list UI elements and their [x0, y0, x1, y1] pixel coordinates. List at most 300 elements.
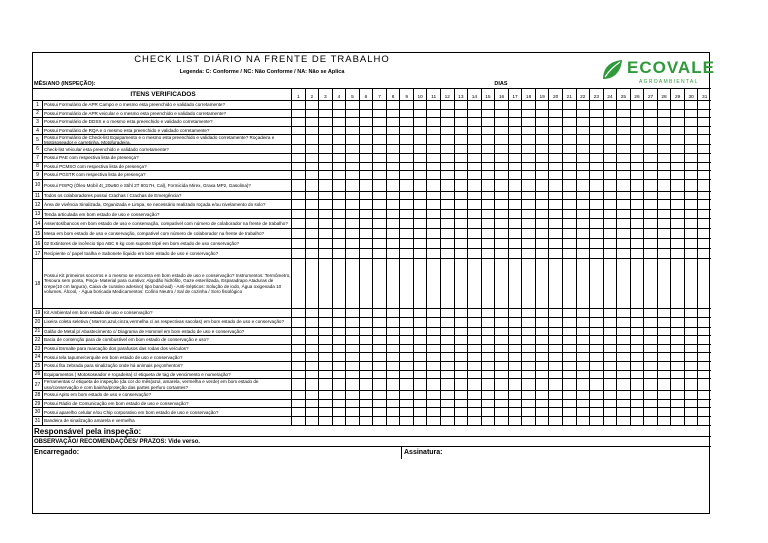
day-check-cell[interactable]: [305, 145, 319, 153]
day-check-cell[interactable]: [467, 145, 481, 153]
day-check-cell[interactable]: [467, 345, 481, 353]
day-check-cell[interactable]: [589, 309, 603, 317]
day-check-cell[interactable]: [697, 239, 711, 248]
day-check-cell[interactable]: [426, 110, 440, 118]
day-check-cell[interactable]: [684, 101, 698, 109]
day-check-cell[interactable]: [291, 400, 305, 408]
day-check-cell[interactable]: [345, 391, 359, 399]
day-check-cell[interactable]: [318, 408, 332, 416]
day-check-cell[interactable]: [630, 118, 644, 126]
day-check-cell[interactable]: [670, 171, 684, 179]
day-check-cell[interactable]: [684, 200, 698, 209]
day-check-cell[interactable]: [332, 417, 346, 425]
day-check-cell[interactable]: [684, 318, 698, 327]
day-check-cell[interactable]: [630, 408, 644, 416]
day-check-cell[interactable]: [332, 391, 346, 399]
day-check-cell[interactable]: [521, 127, 535, 135]
day-check-cell[interactable]: [576, 229, 590, 238]
day-check-cell[interactable]: [413, 400, 427, 408]
day-check-cell[interactable]: [521, 180, 535, 191]
day-check-cell[interactable]: [305, 118, 319, 126]
day-check-cell[interactable]: [305, 318, 319, 327]
day-check-cell[interactable]: [670, 163, 684, 171]
day-check-cell[interactable]: [399, 408, 413, 416]
day-check-cell[interactable]: [535, 145, 549, 153]
day-check-cell[interactable]: [616, 318, 630, 327]
day-check-cell[interactable]: [643, 400, 657, 408]
day-check-cell[interactable]: [535, 391, 549, 399]
day-check-cell[interactable]: [576, 118, 590, 126]
day-check-cell[interactable]: [386, 219, 400, 228]
day-check-cell[interactable]: [359, 345, 373, 353]
day-check-cell[interactable]: [630, 229, 644, 238]
day-check-cell[interactable]: [399, 101, 413, 109]
day-check-cell[interactable]: [576, 163, 590, 171]
day-check-cell[interactable]: [318, 180, 332, 191]
day-check-cell[interactable]: [589, 101, 603, 109]
day-check-cell[interactable]: [481, 145, 495, 153]
day-check-cell[interactable]: [291, 259, 305, 308]
day-check-cell[interactable]: [670, 127, 684, 135]
day-check-cell[interactable]: [576, 145, 590, 153]
day-check-cell[interactable]: [562, 408, 576, 416]
day-check-cell[interactable]: [616, 118, 630, 126]
day-check-cell[interactable]: [372, 101, 386, 109]
day-check-cell[interactable]: [386, 239, 400, 248]
day-check-cell[interactable]: [684, 219, 698, 228]
day-check-cell[interactable]: [521, 336, 535, 344]
day-check-cell[interactable]: [548, 135, 562, 144]
day-check-cell[interactable]: [454, 180, 468, 191]
day-check-cell[interactable]: [697, 336, 711, 344]
day-check-cell[interactable]: [670, 259, 684, 308]
day-check-cell[interactable]: [413, 110, 427, 118]
day-check-cell[interactable]: [426, 318, 440, 327]
day-check-cell[interactable]: [494, 180, 508, 191]
day-check-cell[interactable]: [305, 171, 319, 179]
day-check-cell[interactable]: [684, 391, 698, 399]
day-check-cell[interactable]: [399, 353, 413, 361]
day-check-cell[interactable]: [562, 118, 576, 126]
day-check-cell[interactable]: [562, 318, 576, 327]
day-check-cell[interactable]: [684, 110, 698, 118]
day-check-cell[interactable]: [616, 362, 630, 370]
day-check-cell[interactable]: [332, 400, 346, 408]
day-check-cell[interactable]: [332, 336, 346, 344]
day-check-cell[interactable]: [372, 118, 386, 126]
day-check-cell[interactable]: [603, 408, 617, 416]
day-check-cell[interactable]: [386, 200, 400, 209]
day-check-cell[interactable]: [494, 239, 508, 248]
day-check-cell[interactable]: [589, 353, 603, 361]
day-check-cell[interactable]: [481, 101, 495, 109]
day-check-cell[interactable]: [684, 379, 698, 390]
day-check-cell[interactable]: [426, 180, 440, 191]
day-check-cell[interactable]: [332, 229, 346, 238]
day-check-cell[interactable]: [440, 229, 454, 238]
day-check-cell[interactable]: [454, 118, 468, 126]
day-check-cell[interactable]: [670, 180, 684, 191]
day-check-cell[interactable]: [670, 371, 684, 379]
day-check-cell[interactable]: [643, 101, 657, 109]
day-check-cell[interactable]: [508, 328, 522, 336]
day-check-cell[interactable]: [508, 249, 522, 258]
day-check-cell[interactable]: [548, 239, 562, 248]
day-check-cell[interactable]: [562, 135, 576, 144]
day-check-cell[interactable]: [657, 309, 671, 317]
day-check-cell[interactable]: [467, 328, 481, 336]
day-check-cell[interactable]: [589, 318, 603, 327]
day-check-cell[interactable]: [481, 171, 495, 179]
day-check-cell[interactable]: [670, 210, 684, 218]
day-check-cell[interactable]: [697, 362, 711, 370]
day-check-cell[interactable]: [291, 127, 305, 135]
day-check-cell[interactable]: [332, 110, 346, 118]
day-check-cell[interactable]: [521, 417, 535, 425]
day-check-cell[interactable]: [426, 171, 440, 179]
day-check-cell[interactable]: [305, 210, 319, 218]
day-check-cell[interactable]: [318, 101, 332, 109]
day-check-cell[interactable]: [440, 127, 454, 135]
day-check-cell[interactable]: [426, 353, 440, 361]
day-check-cell[interactable]: [670, 135, 684, 144]
day-check-cell[interactable]: [426, 417, 440, 425]
day-check-cell[interactable]: [548, 249, 562, 258]
day-check-cell[interactable]: [589, 400, 603, 408]
day-check-cell[interactable]: [535, 362, 549, 370]
day-check-cell[interactable]: [399, 135, 413, 144]
day-check-cell[interactable]: [454, 309, 468, 317]
day-check-cell[interactable]: [684, 309, 698, 317]
day-check-cell[interactable]: [386, 110, 400, 118]
day-check-cell[interactable]: [359, 127, 373, 135]
day-check-cell[interactable]: [359, 219, 373, 228]
day-check-cell[interactable]: [521, 345, 535, 353]
day-check-cell[interactable]: [494, 118, 508, 126]
day-check-cell[interactable]: [657, 210, 671, 218]
day-check-cell[interactable]: [657, 345, 671, 353]
day-check-cell[interactable]: [454, 171, 468, 179]
day-check-cell[interactable]: [508, 110, 522, 118]
day-check-cell[interactable]: [603, 309, 617, 317]
day-check-cell[interactable]: [318, 127, 332, 135]
day-check-cell[interactable]: [359, 163, 373, 171]
day-check-cell[interactable]: [670, 192, 684, 200]
day-check-cell[interactable]: [399, 200, 413, 209]
day-check-cell[interactable]: [440, 391, 454, 399]
day-check-cell[interactable]: [589, 118, 603, 126]
day-check-cell[interactable]: [603, 336, 617, 344]
day-check-cell[interactable]: [657, 154, 671, 162]
day-check-cell[interactable]: [670, 408, 684, 416]
day-check-cell[interactable]: [440, 171, 454, 179]
day-check-cell[interactable]: [684, 135, 698, 144]
day-check-cell[interactable]: [657, 259, 671, 308]
day-check-cell[interactable]: [467, 180, 481, 191]
day-check-cell[interactable]: [589, 127, 603, 135]
day-check-cell[interactable]: [440, 180, 454, 191]
day-check-cell[interactable]: [548, 345, 562, 353]
day-check-cell[interactable]: [643, 318, 657, 327]
day-check-cell[interactable]: [359, 180, 373, 191]
day-check-cell[interactable]: [535, 417, 549, 425]
day-check-cell[interactable]: [345, 154, 359, 162]
day-check-cell[interactable]: [684, 345, 698, 353]
day-check-cell[interactable]: [359, 371, 373, 379]
day-check-cell[interactable]: [305, 362, 319, 370]
day-check-cell[interactable]: [413, 210, 427, 218]
day-check-cell[interactable]: [535, 154, 549, 162]
day-check-cell[interactable]: [576, 309, 590, 317]
day-check-cell[interactable]: [318, 362, 332, 370]
day-check-cell[interactable]: [494, 192, 508, 200]
day-check-cell[interactable]: [291, 336, 305, 344]
day-check-cell[interactable]: [467, 154, 481, 162]
day-check-cell[interactable]: [616, 353, 630, 361]
day-check-cell[interactable]: [684, 362, 698, 370]
day-check-cell[interactable]: [467, 135, 481, 144]
day-check-cell[interactable]: [684, 210, 698, 218]
day-check-cell[interactable]: [386, 118, 400, 126]
day-check-cell[interactable]: [372, 127, 386, 135]
day-check-cell[interactable]: [318, 371, 332, 379]
day-check-cell[interactable]: [684, 417, 698, 425]
day-check-cell[interactable]: [359, 171, 373, 179]
day-check-cell[interactable]: [603, 391, 617, 399]
day-check-cell[interactable]: [454, 336, 468, 344]
day-check-cell[interactable]: [372, 328, 386, 336]
day-check-cell[interactable]: [548, 171, 562, 179]
day-check-cell[interactable]: [521, 171, 535, 179]
day-check-cell[interactable]: [630, 318, 644, 327]
day-check-cell[interactable]: [508, 154, 522, 162]
day-check-cell[interactable]: [548, 229, 562, 238]
day-check-cell[interactable]: [643, 328, 657, 336]
day-check-cell[interactable]: [521, 391, 535, 399]
day-check-cell[interactable]: [481, 345, 495, 353]
day-check-cell[interactable]: [386, 249, 400, 258]
day-check-cell[interactable]: [643, 353, 657, 361]
day-check-cell[interactable]: [562, 145, 576, 153]
day-check-cell[interactable]: [399, 171, 413, 179]
day-check-cell[interactable]: [359, 259, 373, 308]
day-check-cell[interactable]: [603, 417, 617, 425]
day-check-cell[interactable]: [657, 239, 671, 248]
day-check-cell[interactable]: [440, 379, 454, 390]
day-check-cell[interactable]: [359, 101, 373, 109]
day-check-cell[interactable]: [697, 400, 711, 408]
day-check-cell[interactable]: [332, 379, 346, 390]
day-check-cell[interactable]: [332, 127, 346, 135]
day-check-cell[interactable]: [426, 309, 440, 317]
day-check-cell[interactable]: [454, 200, 468, 209]
day-check-cell[interactable]: [372, 362, 386, 370]
day-check-cell[interactable]: [562, 336, 576, 344]
day-check-cell[interactable]: [454, 345, 468, 353]
day-check-cell[interactable]: [535, 101, 549, 109]
day-check-cell[interactable]: [657, 353, 671, 361]
day-check-cell[interactable]: [372, 145, 386, 153]
day-check-cell[interactable]: [562, 259, 576, 308]
day-check-cell[interactable]: [643, 118, 657, 126]
day-check-cell[interactable]: [576, 249, 590, 258]
day-check-cell[interactable]: [548, 101, 562, 109]
day-check-cell[interactable]: [467, 200, 481, 209]
day-check-cell[interactable]: [291, 391, 305, 399]
day-check-cell[interactable]: [576, 400, 590, 408]
day-check-cell[interactable]: [345, 371, 359, 379]
day-check-cell[interactable]: [562, 371, 576, 379]
day-check-cell[interactable]: [616, 336, 630, 344]
day-check-cell[interactable]: [548, 110, 562, 118]
day-check-cell[interactable]: [603, 371, 617, 379]
day-check-cell[interactable]: [332, 219, 346, 228]
day-check-cell[interactable]: [291, 145, 305, 153]
day-check-cell[interactable]: [359, 110, 373, 118]
day-check-cell[interactable]: [399, 154, 413, 162]
day-check-cell[interactable]: [670, 353, 684, 361]
day-check-cell[interactable]: [508, 336, 522, 344]
day-check-cell[interactable]: [345, 379, 359, 390]
day-check-cell[interactable]: [643, 110, 657, 118]
day-check-cell[interactable]: [535, 135, 549, 144]
day-check-cell[interactable]: [521, 145, 535, 153]
day-check-cell[interactable]: [589, 180, 603, 191]
day-check-cell[interactable]: [318, 318, 332, 327]
day-check-cell[interactable]: [291, 219, 305, 228]
day-check-cell[interactable]: [426, 400, 440, 408]
day-check-cell[interactable]: [332, 408, 346, 416]
day-check-cell[interactable]: [589, 200, 603, 209]
day-check-cell[interactable]: [440, 135, 454, 144]
day-check-cell[interactable]: [413, 391, 427, 399]
day-check-cell[interactable]: [291, 210, 305, 218]
day-check-cell[interactable]: [630, 171, 644, 179]
day-check-cell[interactable]: [657, 417, 671, 425]
day-check-cell[interactable]: [386, 400, 400, 408]
day-check-cell[interactable]: [359, 239, 373, 248]
day-check-cell[interactable]: [386, 371, 400, 379]
day-check-cell[interactable]: [508, 391, 522, 399]
day-check-cell[interactable]: [291, 135, 305, 144]
day-check-cell[interactable]: [562, 417, 576, 425]
day-check-cell[interactable]: [440, 328, 454, 336]
day-check-cell[interactable]: [630, 259, 644, 308]
day-check-cell[interactable]: [589, 328, 603, 336]
day-check-cell[interactable]: [372, 345, 386, 353]
day-check-cell[interactable]: [372, 210, 386, 218]
day-check-cell[interactable]: [657, 171, 671, 179]
day-check-cell[interactable]: [535, 336, 549, 344]
day-check-cell[interactable]: [399, 400, 413, 408]
day-check-cell[interactable]: [535, 371, 549, 379]
day-check-cell[interactable]: [332, 135, 346, 144]
day-check-cell[interactable]: [413, 127, 427, 135]
day-check-cell[interactable]: [494, 101, 508, 109]
day-check-cell[interactable]: [467, 192, 481, 200]
day-check-cell[interactable]: [657, 127, 671, 135]
day-check-cell[interactable]: [508, 192, 522, 200]
day-check-cell[interactable]: [657, 391, 671, 399]
day-check-cell[interactable]: [426, 118, 440, 126]
day-check-cell[interactable]: [670, 417, 684, 425]
day-check-cell[interactable]: [603, 171, 617, 179]
day-check-cell[interactable]: [359, 192, 373, 200]
day-check-cell[interactable]: [399, 127, 413, 135]
day-check-cell[interactable]: [576, 210, 590, 218]
day-check-cell[interactable]: [535, 192, 549, 200]
day-check-cell[interactable]: [643, 336, 657, 344]
day-check-cell[interactable]: [332, 118, 346, 126]
day-check-cell[interactable]: [548, 200, 562, 209]
day-check-cell[interactable]: [508, 408, 522, 416]
day-check-cell[interactable]: [535, 110, 549, 118]
day-check-cell[interactable]: [399, 210, 413, 218]
day-check-cell[interactable]: [305, 345, 319, 353]
day-check-cell[interactable]: [643, 210, 657, 218]
day-check-cell[interactable]: [440, 192, 454, 200]
day-check-cell[interactable]: [535, 408, 549, 416]
day-check-cell[interactable]: [521, 309, 535, 317]
day-check-cell[interactable]: [481, 127, 495, 135]
day-check-cell[interactable]: [467, 210, 481, 218]
day-check-cell[interactable]: [697, 318, 711, 327]
day-check-cell[interactable]: [467, 379, 481, 390]
day-check-cell[interactable]: [305, 328, 319, 336]
day-check-cell[interactable]: [697, 353, 711, 361]
day-check-cell[interactable]: [386, 180, 400, 191]
day-check-cell[interactable]: [494, 210, 508, 218]
day-check-cell[interactable]: [467, 417, 481, 425]
day-check-cell[interactable]: [603, 210, 617, 218]
day-check-cell[interactable]: [440, 145, 454, 153]
day-check-cell[interactable]: [494, 400, 508, 408]
day-check-cell[interactable]: [576, 318, 590, 327]
day-check-cell[interactable]: [386, 135, 400, 144]
day-check-cell[interactable]: [494, 318, 508, 327]
day-check-cell[interactable]: [630, 154, 644, 162]
day-check-cell[interactable]: [521, 135, 535, 144]
day-check-cell[interactable]: [616, 259, 630, 308]
day-check-cell[interactable]: [576, 154, 590, 162]
day-check-cell[interactable]: [440, 239, 454, 248]
day-check-cell[interactable]: [630, 328, 644, 336]
day-check-cell[interactable]: [481, 163, 495, 171]
day-check-cell[interactable]: [440, 118, 454, 126]
day-check-cell[interactable]: [481, 210, 495, 218]
day-check-cell[interactable]: [372, 135, 386, 144]
day-check-cell[interactable]: [291, 118, 305, 126]
day-check-cell[interactable]: [576, 336, 590, 344]
day-check-cell[interactable]: [521, 210, 535, 218]
day-check-cell[interactable]: [426, 249, 440, 258]
day-check-cell[interactable]: [372, 417, 386, 425]
day-check-cell[interactable]: [467, 391, 481, 399]
day-check-cell[interactable]: [697, 110, 711, 118]
day-check-cell[interactable]: [454, 362, 468, 370]
day-check-cell[interactable]: [399, 192, 413, 200]
day-check-cell[interactable]: [481, 318, 495, 327]
day-check-cell[interactable]: [413, 353, 427, 361]
day-check-cell[interactable]: [426, 154, 440, 162]
day-check-cell[interactable]: [630, 239, 644, 248]
day-check-cell[interactable]: [454, 210, 468, 218]
day-check-cell[interactable]: [589, 210, 603, 218]
day-check-cell[interactable]: [589, 192, 603, 200]
day-check-cell[interactable]: [305, 353, 319, 361]
day-check-cell[interactable]: [332, 362, 346, 370]
day-check-cell[interactable]: [508, 171, 522, 179]
